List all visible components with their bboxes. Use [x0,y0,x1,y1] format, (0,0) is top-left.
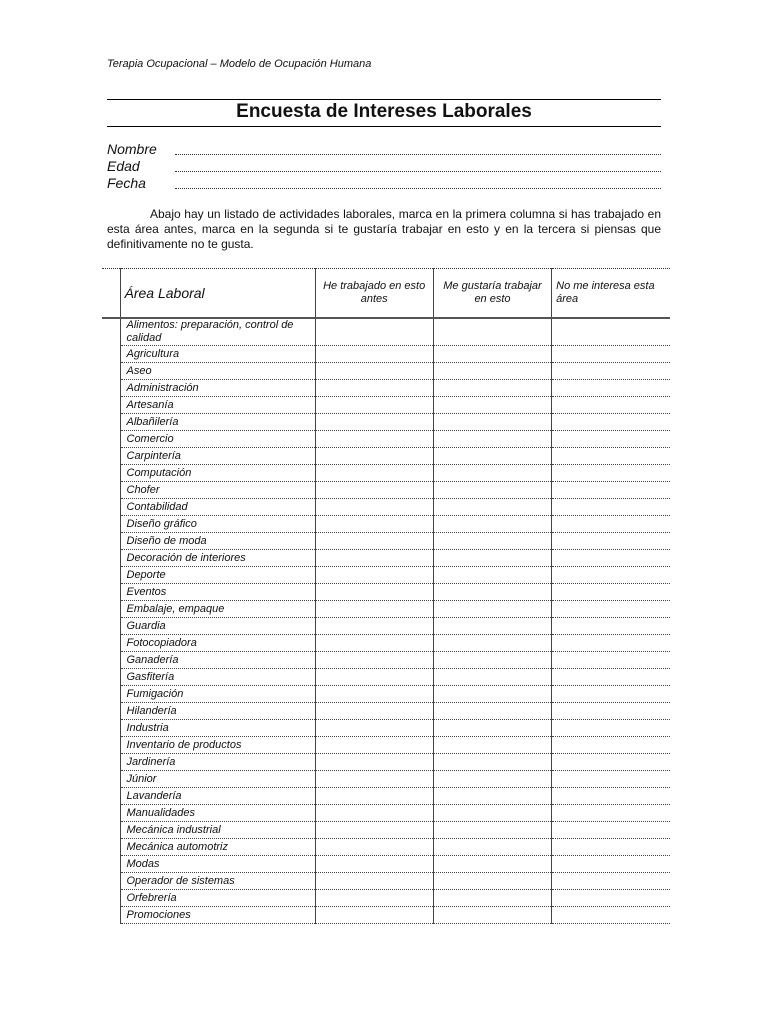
row-margin [102,363,120,380]
would-like-cell[interactable] [433,652,551,669]
worked-before-cell[interactable] [315,669,433,686]
area-label: Chofer [120,482,315,499]
area-label: Diseño de moda [120,533,315,550]
would-like-cell[interactable] [433,618,551,635]
not-interested-cell[interactable] [552,720,670,737]
table-row [102,601,670,618]
area-label: Deporte [120,567,315,584]
area-label: Agricultura [120,346,315,363]
not-interested-cell[interactable] [552,703,670,720]
row-margin [102,839,120,856]
table-row [102,414,670,431]
table-row [102,584,670,601]
survey-table [102,268,670,924]
would-like-cell[interactable] [433,414,551,431]
row-margin [102,346,120,363]
worked-before-cell[interactable] [315,550,433,567]
area-label: Contabilidad [120,499,315,516]
name-line[interactable] [175,153,661,155]
table-row [102,907,670,924]
header-note: Terapia Ocupacional – Modelo de Ocupación Humana [107,58,372,70]
not-interested-cell[interactable] [552,414,670,431]
row-margin [102,754,120,771]
not-interested-cell[interactable] [552,516,670,533]
area-label: Eventos [120,584,315,601]
row-margin [102,822,120,839]
area-label: Inventario de productos [120,737,315,754]
worked-before-cell[interactable] [315,873,433,890]
row-margin [102,873,120,890]
table-row [102,839,670,856]
not-interested-cell[interactable] [552,346,670,363]
table-row [102,499,670,516]
table-row [102,363,670,380]
worked-before-cell[interactable] [315,907,433,924]
would-like-cell[interactable] [433,720,551,737]
area-label: Manualidades [120,805,315,822]
not-interested-cell[interactable] [552,856,670,873]
would-like-cell[interactable] [433,703,551,720]
instructions: Abajo hay un listado de actividades laborales, marca en la primera columna si has trabajado en esta área antes, marca en la segunda si te gustaría trabajar en esto y en la tercera si piensas que definitivamente no te gusta. [107,207,661,251]
worked-before-header: He trabajado en esto antes [315,269,433,319]
would-like-cell[interactable] [433,805,551,822]
worked-before-cell[interactable] [315,346,433,363]
age-label: Edad [107,158,140,174]
worked-before-cell[interactable] [315,805,433,822]
row-margin [102,737,120,754]
area-label: Gasfitería [120,669,315,686]
area-label: Diseño gráfico [120,516,315,533]
not-interested-cell[interactable] [552,754,670,771]
margin-header [102,269,120,319]
not-interested-cell[interactable] [552,465,670,482]
would-like-cell[interactable] [433,788,551,805]
table-row [102,635,670,652]
age-line[interactable] [175,170,661,172]
worked-before-cell[interactable] [315,448,433,465]
area-label: Comercio [120,431,315,448]
worked-before-cell[interactable] [315,686,433,703]
would-like-cell[interactable] [433,448,551,465]
table-row [102,805,670,822]
row-margin [102,465,120,482]
worked-before-cell[interactable] [315,601,433,618]
row-margin [102,907,120,924]
area-label: Ganadería [120,652,315,669]
worked-before-cell[interactable] [315,652,433,669]
would-like-cell[interactable] [433,754,551,771]
would-like-cell[interactable] [433,380,551,397]
row-margin [102,482,120,499]
would-like-cell[interactable] [433,890,551,907]
row-margin [102,720,120,737]
would-like-cell[interactable] [433,346,551,363]
row-margin [102,380,120,397]
area-label: Embalaje, empaque [120,601,315,618]
row-margin [102,499,120,516]
not-interested-cell[interactable] [552,907,670,924]
row-margin [102,703,120,720]
table-row [102,873,670,890]
not-interested-cell[interactable] [552,839,670,856]
area-label: Albañilería [120,414,315,431]
row-margin [102,805,120,822]
area-header: Área Laboral [120,269,315,319]
worked-before-cell[interactable] [315,890,433,907]
would-like-cell[interactable] [433,567,551,584]
would-like-cell[interactable] [433,635,551,652]
table-row [102,618,670,635]
row-margin [102,771,120,788]
table-row [102,771,670,788]
area-label: Administración [120,380,315,397]
row-margin [102,788,120,805]
table-row [102,516,670,533]
not-interested-cell[interactable] [552,822,670,839]
table-row [102,856,670,873]
not-interested-cell[interactable] [552,499,670,516]
name-field[interactable] [107,140,661,157]
worked-before-cell[interactable] [315,822,433,839]
not-interested-cell[interactable] [552,363,670,380]
row-margin [102,550,120,567]
table-row [102,703,670,720]
table-row [102,720,670,737]
worked-before-cell[interactable] [315,516,433,533]
row-margin [102,516,120,533]
table-row [102,482,670,499]
table-row [102,533,670,550]
table-row [102,737,670,754]
would-like-cell[interactable] [433,873,551,890]
table-row [102,318,670,346]
row-margin [102,635,120,652]
row-margin [102,686,120,703]
worked-before-cell[interactable] [315,584,433,601]
not-interested-cell[interactable] [552,771,670,788]
worked-before-cell[interactable] [315,720,433,737]
area-label: Operador de sistemas [120,873,315,890]
not-interested-cell[interactable] [552,533,670,550]
area-label: Computación [120,465,315,482]
table-row [102,431,670,448]
row-margin [102,618,120,635]
would-like-cell[interactable] [433,363,551,380]
table-row [102,652,670,669]
area-label: Lavandería [120,788,315,805]
would-like-cell[interactable] [433,584,551,601]
would-like-cell[interactable] [433,771,551,788]
table-row [102,448,670,465]
table-row [102,397,670,414]
would-like-cell[interactable] [433,499,551,516]
table-row [102,686,670,703]
worked-before-cell[interactable] [315,482,433,499]
would-like-cell[interactable] [433,669,551,686]
row-margin [102,397,120,414]
area-label: Júnior [120,771,315,788]
not-interested-cell[interactable] [552,397,670,414]
area-label: Promociones [120,907,315,924]
worked-before-cell[interactable] [315,618,433,635]
worked-before-cell[interactable] [315,771,433,788]
worked-before-cell[interactable] [315,788,433,805]
would-like-cell[interactable] [433,856,551,873]
row-margin [102,669,120,686]
row-margin [102,584,120,601]
would-like-cell[interactable] [433,839,551,856]
not-interested-header: No me interesa esta área [552,269,670,319]
would-like-cell[interactable] [433,431,551,448]
table-row [102,550,670,567]
not-interested-cell[interactable] [552,635,670,652]
table-row [102,788,670,805]
title-bottom-rule [107,126,661,127]
worked-before-cell[interactable] [315,754,433,771]
row-margin [102,533,120,550]
row-margin [102,414,120,431]
date-field[interactable] [107,174,661,191]
not-interested-cell[interactable] [552,584,670,601]
title-top-rule [107,99,661,100]
table-header-row [102,269,670,319]
not-interested-cell[interactable] [552,873,670,890]
area-label: Artesanía [120,397,315,414]
table-row [102,822,670,839]
would-like-header: Me gustaría trabajar en esto [433,269,551,319]
not-interested-cell[interactable] [552,431,670,448]
area-label: Carpintería [120,448,315,465]
row-margin [102,856,120,873]
worked-before-cell[interactable] [315,431,433,448]
would-like-cell[interactable] [433,533,551,550]
would-like-cell[interactable] [433,516,551,533]
would-like-cell[interactable] [433,318,551,346]
area-label: Aseo [120,363,315,380]
area-label: Modas [120,856,315,873]
not-interested-cell[interactable] [552,788,670,805]
worked-before-cell[interactable] [315,414,433,431]
not-interested-cell[interactable] [552,618,670,635]
worked-before-cell[interactable] [315,465,433,482]
row-margin [102,890,120,907]
would-like-cell[interactable] [433,465,551,482]
name-label: Nombre [107,141,157,157]
row-margin [102,601,120,618]
worked-before-cell[interactable] [315,567,433,584]
area-label: Hilandería [120,703,315,720]
not-interested-cell[interactable] [552,601,670,618]
worked-before-cell[interactable] [315,397,433,414]
not-interested-cell[interactable] [552,652,670,669]
area-label: Industria [120,720,315,737]
age-field[interactable] [107,157,661,174]
not-interested-cell[interactable] [552,686,670,703]
would-like-cell[interactable] [433,397,551,414]
area-label: Alimentos: preparación, control de calidad [120,318,315,346]
would-like-cell[interactable] [433,601,551,618]
date-label: Fecha [107,175,146,191]
table-row [102,346,670,363]
would-like-cell[interactable] [433,907,551,924]
area-label: Jardinería [120,754,315,771]
table-row [102,669,670,686]
worked-before-cell[interactable] [315,703,433,720]
worked-before-cell[interactable] [315,635,433,652]
table-row [102,754,670,771]
area-label: Decoración de interiores [120,550,315,567]
not-interested-cell[interactable] [552,737,670,754]
worked-before-cell[interactable] [315,839,433,856]
row-margin [102,567,120,584]
worked-before-cell[interactable] [315,499,433,516]
area-label: Mecánica automotriz [120,839,315,856]
worked-before-cell[interactable] [315,533,433,550]
worked-before-cell[interactable] [315,318,433,346]
worked-before-cell[interactable] [315,363,433,380]
not-interested-cell[interactable] [552,890,670,907]
would-like-cell[interactable] [433,822,551,839]
would-like-cell[interactable] [433,482,551,499]
area-label: Orfebrería [120,890,315,907]
row-margin [102,448,120,465]
table-row [102,380,670,397]
not-interested-cell[interactable] [552,567,670,584]
table-row [102,567,670,584]
not-interested-cell[interactable] [552,550,670,567]
not-interested-cell[interactable] [552,448,670,465]
table-row [102,890,670,907]
area-label: Fumigación [120,686,315,703]
area-label: Fotocopiadora [120,635,315,652]
not-interested-cell[interactable] [552,318,670,346]
row-margin [102,652,120,669]
would-like-cell[interactable] [433,550,551,567]
row-margin [102,431,120,448]
area-label: Mecánica industrial [120,822,315,839]
date-line[interactable] [175,187,661,189]
not-interested-cell[interactable] [552,482,670,499]
area-label: Guardia [120,618,315,635]
page-title: Encuesta de Intereses Laborales [236,101,532,122]
not-interested-cell[interactable] [552,805,670,822]
worked-before-cell[interactable] [315,737,433,754]
worked-before-cell[interactable] [315,380,433,397]
would-like-cell[interactable] [433,737,551,754]
worked-before-cell[interactable] [315,856,433,873]
table-row [102,465,670,482]
would-like-cell[interactable] [433,686,551,703]
not-interested-cell[interactable] [552,669,670,686]
not-interested-cell[interactable] [552,380,670,397]
row-margin [102,318,120,346]
